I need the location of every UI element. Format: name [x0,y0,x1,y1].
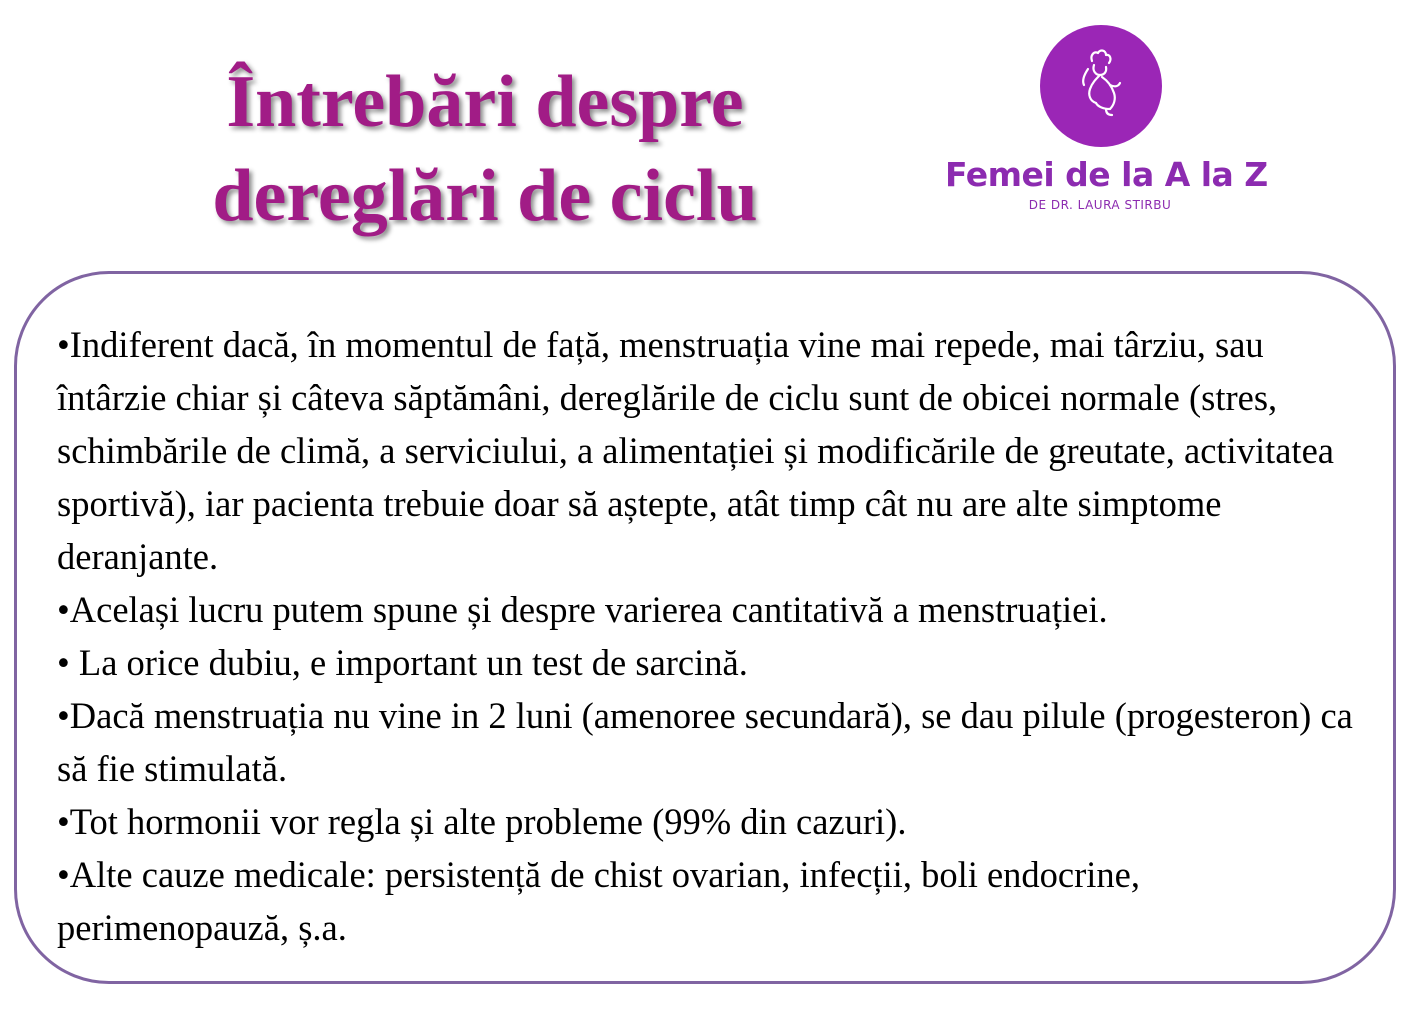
bullet-list [57,318,1367,954]
bullet-item: •Tot hormonii vor regla și alte probleme (99% din cazuri). [57,801,907,842]
page-title [150,55,820,243]
title-line-2: dereglări de ciclu [212,155,758,237]
woman-figure-icon [1040,25,1162,147]
bullet-item: •Indiferent dacă, în momentul de față, menstruația vine mai repede, mai târziu, sau întârzie chiar și câteva săptămâni, dereglările de ciclu sunt de obicei normale (stres, schimbările de climă, a serviciului, a alimentației și modificările de greutate, activitatea sportivă), iar pacienta trebuie doar să aștepte, atât timp cât nu are alte simptome deranjante. [57,324,1334,577]
logo-subtitle: DE DR. LAURA STIRBU [1028,198,1172,212]
bullet-item: •Același lucru putem spune și despre varierea cantitativă a menstruației. [57,589,1108,630]
logo-circle [1040,25,1162,147]
bullet-item: •Dacă menstruația nu vine in 2 luni (amenoree secundară), se dau pilule (progesteron) ca să fie stimulată. [57,695,1353,789]
logo-name: Femei de la A la Z [945,155,1268,194]
title-line-1: Întrebări despre [226,61,744,143]
bullet-item: •Alte cauze medicale: persistență de chist ovarian, infecții, boli endocrine, perimenopauză, ș.a. [57,854,1141,948]
brand-logo [945,25,1268,225]
bullet-item: • La orice dubiu, e important un test de sarcină. [57,642,748,683]
